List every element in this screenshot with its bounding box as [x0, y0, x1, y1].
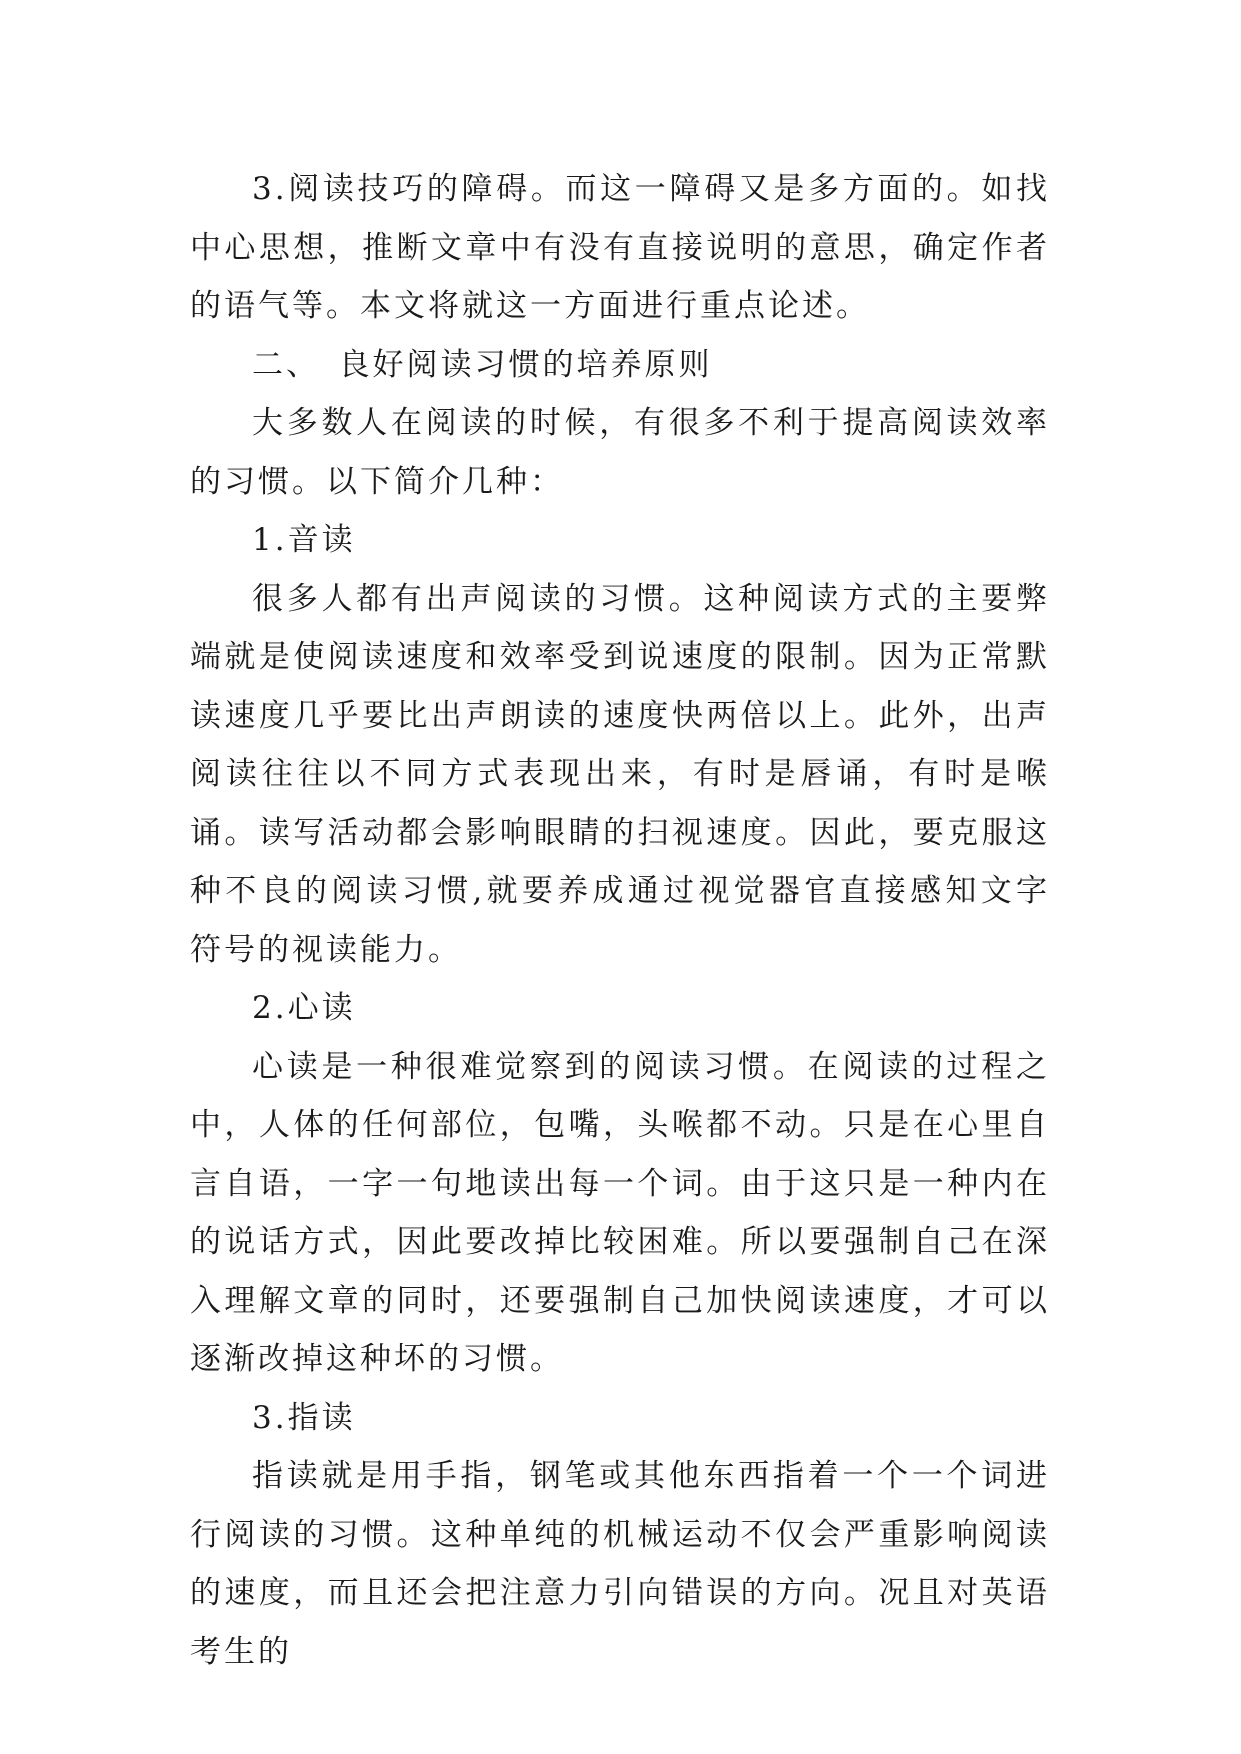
paragraph-vocal-reading: 很多人都有出声阅读的习惯。这种阅读方式的主要弊端就是使阅读速度和效率受到说速度的限制。因为正常默读速度几乎要比出声朗读的速度快两倍以上。此外，出声阅读往往以不同方式表现出来，有时是唇诵，有时是喉诵。读写活动都会影响眼睛的扫视速度。因此，要克服这种不良的阅读习惯,就要养成通过视觉器官直接感知文字符号的视读能力。 [190, 580, 1050, 968]
paragraph-reading-skill-obstacle: 3.阅读技巧的障碍。而这一障碍又是多方面的。如找中心思想，推断文章中有没有直接说明的意思，确定作者的语气等。本文将就这一方面进行重点论述。 [190, 171, 1050, 324]
subheading-mental-reading: 2.心读 [252, 990, 356, 1026]
paragraph-finger-reading: 指读就是用手指，钢笔或其他东西指着一个一个词进行阅读的习惯。这种单纯的机械运动不仅会严重影响阅读的速度，而且还会把注意力引向错误的方向。况且对英语考生的 [190, 1458, 1050, 1670]
subheading-vocal-reading: 1.音读 [252, 522, 356, 558]
paragraph-mental-reading: 心读是一种很难觉察到的阅读习惯。在阅读的过程之中，人体的任何部位，包嘴，头喉都不动。只是在心里自言自语，一字一句地读出每一个词。由于这只是一种内在的说话方式，因此要改掉比较困难。所以要强制自己在深入理解文章的同时，还要强制自己加快阅读速度，才可以逐渐改掉这种坏的习惯。 [190, 1048, 1050, 1377]
subheading-finger-reading: 3.指读 [252, 1399, 356, 1436]
document-body [190, 160, 1050, 1681]
section-heading-habit-principles: 二、 良好阅读习惯的培养原则 [252, 346, 713, 383]
paragraph-habits-intro: 大多数人在阅读的时候，有很多不利于提高阅读效率的习惯。以下简介几种： [190, 405, 1050, 500]
